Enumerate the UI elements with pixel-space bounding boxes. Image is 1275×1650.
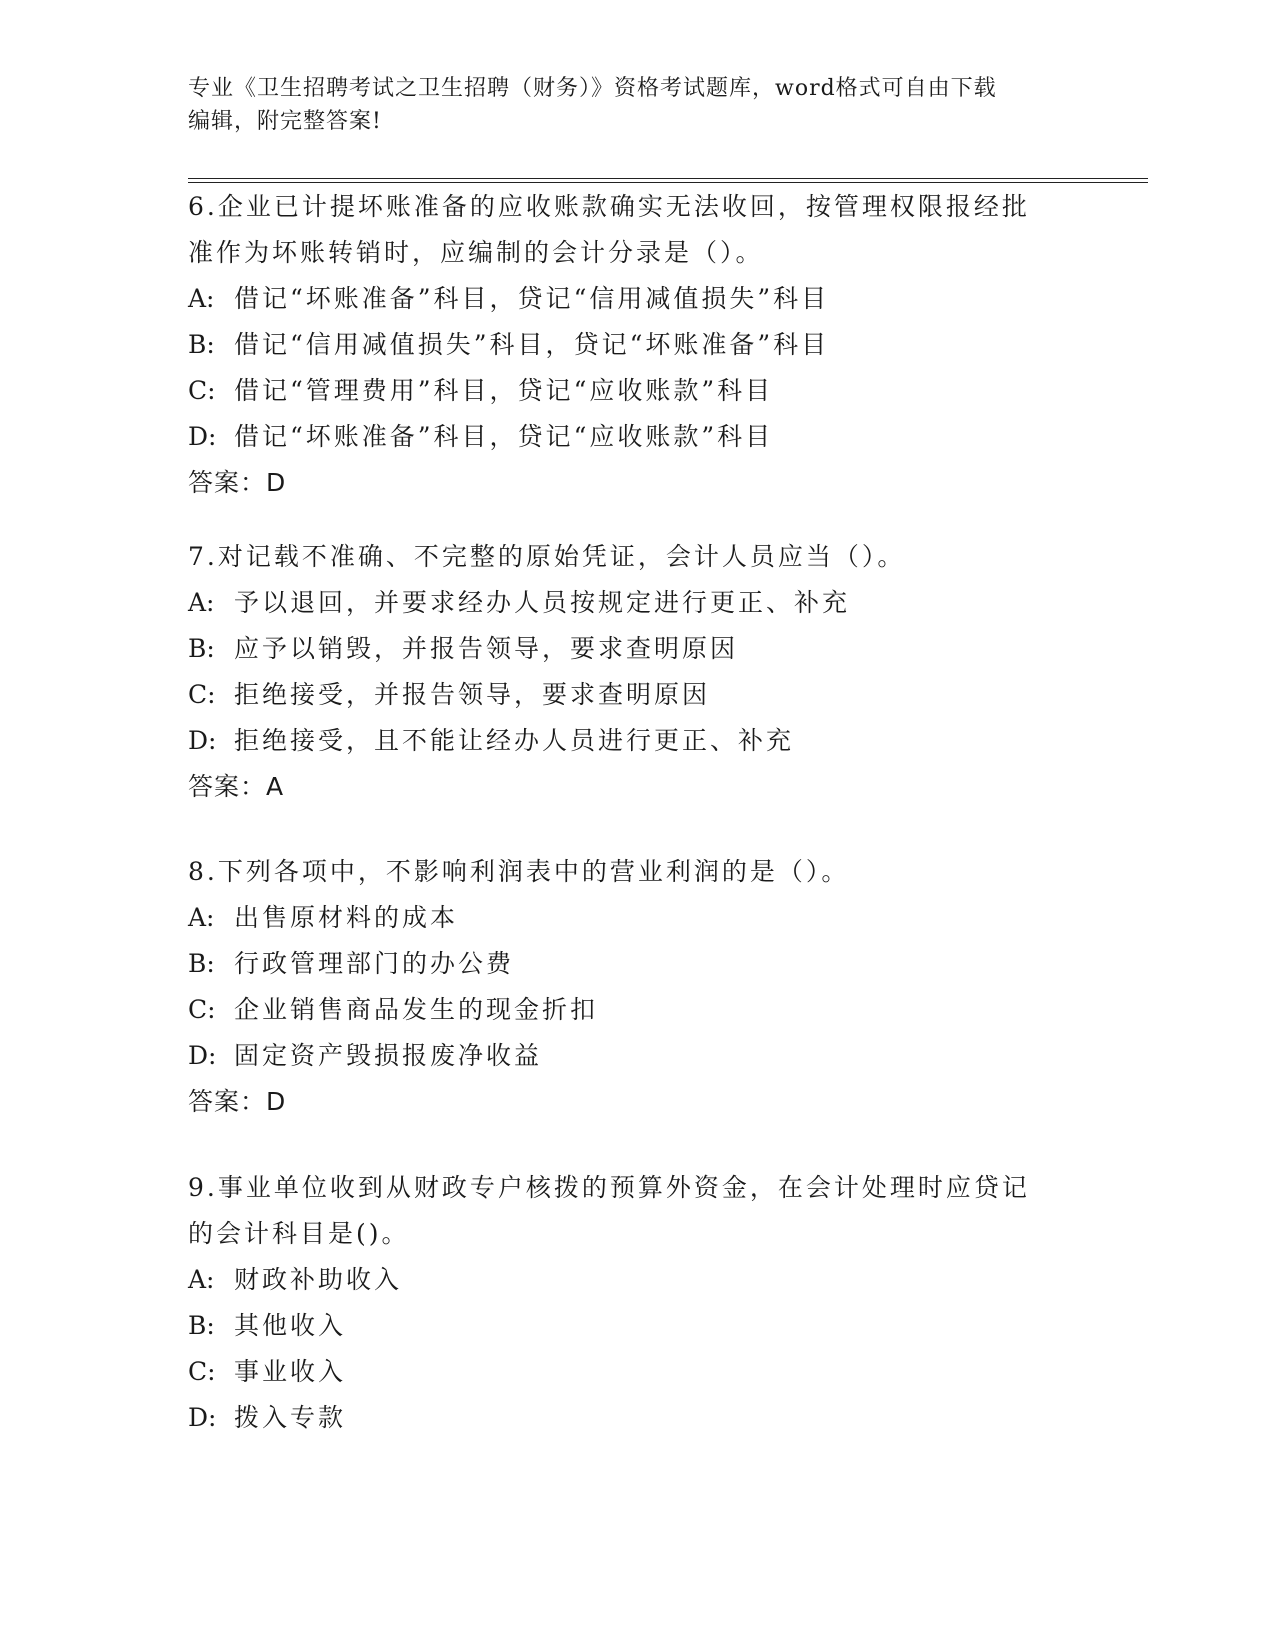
option-letter: A: bbox=[188, 588, 215, 617]
option-c bbox=[188, 1349, 1068, 1395]
answer: 答案：D bbox=[188, 1087, 287, 1116]
header-divider bbox=[188, 178, 1148, 183]
option-letter: D: bbox=[188, 422, 217, 451]
option-text: 予以退回，并要求经办人员按规定进行更正、补充 bbox=[234, 588, 851, 617]
option-text: 财政补助收入 bbox=[234, 1265, 403, 1294]
option-letter: D: bbox=[188, 1041, 217, 1070]
option-b bbox=[188, 1303, 1068, 1349]
option-text: 借记“管理费用”科目，贷记“应收账款”科目 bbox=[234, 376, 774, 405]
option-letter: C: bbox=[188, 680, 216, 709]
option-d bbox=[188, 1033, 1068, 1079]
question-8 bbox=[188, 849, 1068, 1125]
question-stem: 8.下列各项中，不影响利润表中的营业利润的是（）。 bbox=[188, 857, 850, 886]
option-letter: D: bbox=[188, 726, 217, 755]
option-letter: B: bbox=[188, 634, 215, 663]
question-6 bbox=[188, 184, 1068, 506]
question-7 bbox=[188, 534, 1068, 810]
option-d bbox=[188, 414, 1068, 460]
option-letter: C: bbox=[188, 376, 216, 405]
option-text: 出售原材料的成本 bbox=[234, 903, 459, 932]
option-text: 应予以销毁，并报告领导，要求查明原因 bbox=[234, 634, 739, 663]
question-stem: 6.企业已计提坏账准备的应收账款确实无法收回，按管理权限报经批 bbox=[188, 192, 1030, 221]
option-d bbox=[188, 718, 1068, 764]
question-stem: 准作为坏账转销时，应编制的会计分录是（）。 bbox=[188, 238, 764, 267]
answer: 答案：D bbox=[188, 468, 287, 497]
option-text: 借记“坏账准备”科目，贷记“应收账款”科目 bbox=[234, 422, 774, 451]
option-a bbox=[188, 580, 1068, 626]
option-text: 拒绝接受，并报告领导，要求查明原因 bbox=[234, 680, 711, 709]
option-a bbox=[188, 895, 1068, 941]
option-letter: A: bbox=[188, 1265, 215, 1294]
option-a bbox=[188, 276, 1068, 322]
option-letter: C: bbox=[188, 995, 216, 1024]
option-text: 行政管理部门的办公费 bbox=[234, 949, 515, 978]
option-letter: A: bbox=[188, 284, 215, 313]
question-stem: 7.对记载不准确、不完整的原始凭证，会计人员应当（）。 bbox=[188, 542, 906, 571]
option-text: 事业收入 bbox=[234, 1357, 347, 1386]
header-line-1: 专业《卫生招聘考试之卫生招聘（财务）》资格考试题库，word格式可自由下载 bbox=[188, 76, 997, 101]
option-text: 借记“坏账准备”科目，贷记“信用减值损失”科目 bbox=[234, 284, 830, 313]
option-d bbox=[188, 1395, 1068, 1441]
option-a bbox=[188, 1257, 1068, 1303]
option-c bbox=[188, 987, 1068, 1033]
option-letter: B: bbox=[188, 1311, 215, 1340]
option-text: 其他收入 bbox=[234, 1311, 347, 1340]
question-stem: 的会计科目是()。 bbox=[188, 1219, 410, 1248]
question-9 bbox=[188, 1165, 1068, 1441]
option-text: 拨入专款 bbox=[234, 1403, 347, 1432]
option-letter: C: bbox=[188, 1357, 216, 1386]
option-text: 固定资产毁损报废净收益 bbox=[234, 1041, 543, 1070]
option-letter: D: bbox=[188, 1403, 217, 1432]
option-b bbox=[188, 322, 1068, 368]
option-c bbox=[188, 672, 1068, 718]
option-text: 借记“信用减值损失”科目，贷记“坏账准备”科目 bbox=[234, 330, 830, 359]
answer: 答案：A bbox=[188, 772, 285, 801]
option-letter: B: bbox=[188, 330, 215, 359]
option-letter: A: bbox=[188, 903, 215, 932]
header-line-2: 编辑，附完整答案! bbox=[188, 109, 382, 134]
page-header bbox=[188, 72, 1088, 138]
option-b bbox=[188, 941, 1068, 987]
option-text: 拒绝接受，且不能让经办人员进行更正、补充 bbox=[234, 726, 795, 755]
option-c bbox=[188, 368, 1068, 414]
question-stem: 9.事业单位收到从财政专户核拨的预算外资金，在会计处理时应贷记 bbox=[188, 1173, 1030, 1202]
option-letter: B: bbox=[188, 949, 215, 978]
option-b bbox=[188, 626, 1068, 672]
option-text: 企业销售商品发生的现金折扣 bbox=[234, 995, 599, 1024]
